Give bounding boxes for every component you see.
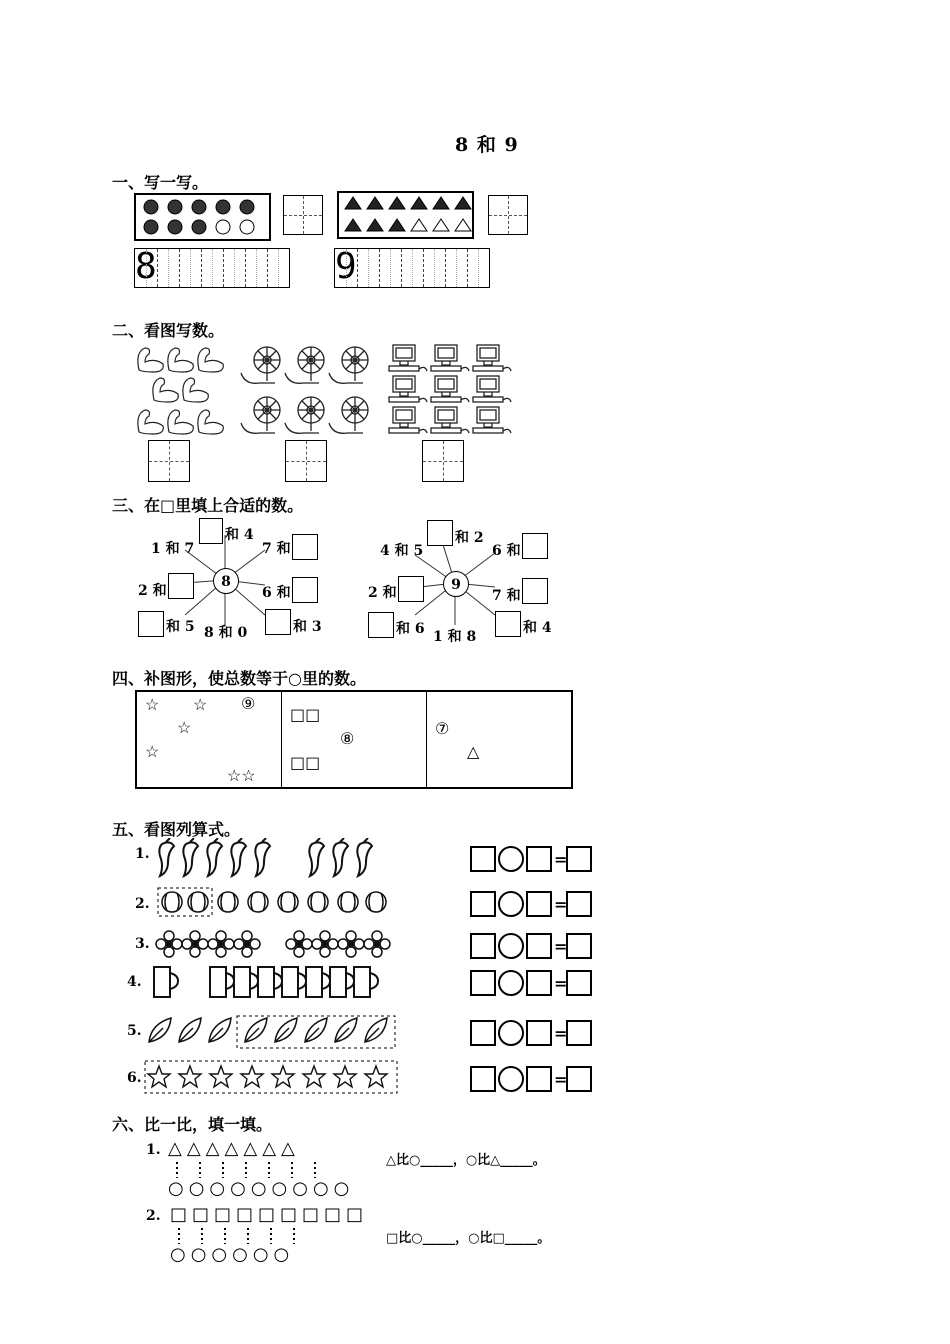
pair-and-4: 和 4 [225, 527, 254, 543]
pair-7-and: 7 和 [262, 541, 291, 557]
blank-box-9-c[interactable] [398, 576, 424, 602]
answer-box-fans[interactable] [285, 440, 327, 482]
equation-box[interactable] [470, 1020, 496, 1046]
pair-1-7: 1 和 7 [151, 541, 195, 557]
equation-box[interactable] [526, 1020, 552, 1046]
operator-circle[interactable] [498, 891, 524, 917]
equals-sign: = [554, 1023, 568, 1043]
peppers-figure [152, 838, 392, 878]
blank-box-9-b[interactable] [522, 533, 548, 559]
section-6-heading: 六、比一比，填一填。 [112, 1115, 273, 1134]
equals-sign: = [554, 849, 568, 869]
equation-row-3 [470, 933, 592, 959]
center-number-8: 8 [221, 574, 231, 590]
pair-1-8: 1 和 8 [433, 629, 477, 645]
leaves-figure [145, 1012, 400, 1052]
circle-row-2: ○○○○○○ [170, 1244, 295, 1265]
pair-7-and-9: 7 和 [492, 588, 521, 604]
equation-box[interactable] [470, 970, 496, 996]
result-box[interactable] [566, 1066, 592, 1092]
pair-and-4-9: 和 4 [523, 620, 552, 636]
page-title: 8 和 9 [455, 134, 519, 156]
pair-and-2: 和 2 [455, 530, 484, 546]
writing-grid-8[interactable] [134, 248, 290, 288]
answer-box-triangles[interactable] [488, 195, 528, 235]
pair-and-3: 和 3 [293, 619, 322, 635]
pair-2-and-9: 2 和 [368, 585, 397, 601]
square-pair: □□ [290, 753, 321, 772]
equals-sign: = [554, 936, 568, 956]
equation-box[interactable] [470, 933, 496, 959]
item-number: 4. [127, 974, 142, 990]
flowers-figure [155, 928, 395, 960]
match-dots-2 [172, 1226, 312, 1246]
blank-box-8-a[interactable] [199, 518, 223, 544]
blank-box-8-c[interactable] [168, 573, 194, 599]
result-box[interactable] [566, 846, 592, 872]
equation-box[interactable] [470, 891, 496, 917]
equation-row-5 [470, 1020, 592, 1046]
cups-figure [150, 963, 400, 1003]
center-circle-8 [213, 568, 239, 594]
result-box[interactable] [566, 970, 592, 996]
star-pair: ☆☆ [227, 766, 256, 785]
swans-figure [133, 342, 233, 442]
item-number: 5. [127, 1023, 142, 1039]
digit-8: 8 [135, 246, 157, 287]
balls-figure [155, 886, 395, 920]
operator-circle[interactable] [498, 1020, 524, 1046]
shapes-table [135, 690, 573, 789]
answer-box-computers[interactable] [422, 440, 464, 482]
equals-sign: = [554, 973, 568, 993]
dots-panel [134, 193, 271, 241]
center-circle-9 [443, 571, 469, 597]
equation-row-4 [470, 970, 592, 996]
operator-circle[interactable] [498, 970, 524, 996]
equation-row-2 [470, 891, 592, 917]
blank-box-9-e[interactable] [368, 612, 394, 638]
equation-box[interactable] [526, 970, 552, 996]
shapes-panel-8[interactable] [282, 692, 427, 787]
answer-box-dots[interactable] [283, 195, 323, 235]
triangles-panel [337, 191, 474, 239]
compare-text-1[interactable]: △比○_____，○比△_____。 [386, 1153, 546, 1168]
circle-row-1: ○○○○○○○○○ [168, 1178, 355, 1199]
result-box[interactable] [566, 891, 592, 917]
operator-circle[interactable] [498, 1066, 524, 1092]
fans-figure [235, 342, 380, 442]
triangle-shape: △ [467, 742, 480, 761]
blank-box-8-e[interactable] [138, 611, 164, 637]
equation-box[interactable] [526, 846, 552, 872]
pair-6-and: 6 和 [262, 585, 291, 601]
result-box[interactable] [566, 1020, 592, 1046]
target-circle-9: ⑨ [241, 694, 256, 713]
star-shape: ☆ [193, 695, 208, 714]
stars-figure [143, 1058, 401, 1096]
item-number: 2. [146, 1208, 161, 1224]
equation-box[interactable] [470, 846, 496, 872]
computers-figure [385, 342, 520, 442]
star-shape: ☆ [177, 718, 192, 737]
answer-box-swans[interactable] [148, 440, 190, 482]
pair-and-6: 和 6 [396, 621, 425, 637]
blank-box-8-b[interactable] [292, 534, 318, 560]
shapes-panel-9[interactable] [137, 692, 282, 787]
center-number-9: 9 [451, 577, 461, 593]
triangles-figure [339, 193, 472, 237]
equation-row-1 [470, 846, 592, 872]
dots-figure [136, 195, 269, 239]
writing-grid-9[interactable] [334, 248, 490, 288]
item-number: 3. [135, 936, 150, 952]
item-number: 1. [135, 846, 150, 862]
result-box[interactable] [566, 933, 592, 959]
pair-8-0: 8 和 0 [204, 625, 248, 641]
item-number: 2. [135, 896, 150, 912]
pair-4-5: 4 和 5 [380, 543, 424, 559]
equation-box[interactable] [526, 891, 552, 917]
triangle-row: △△△△△△△ [168, 1138, 300, 1159]
section-3-heading: 三、在□里填上合适的数。 [112, 496, 304, 515]
blank-box-8-f[interactable] [265, 609, 291, 635]
star-shape: ☆ [145, 742, 160, 761]
shapes-panel-7[interactable] [427, 692, 571, 787]
equation-row-6 [470, 1066, 592, 1092]
compare-text-2[interactable]: □比○_____，○比□_____。 [386, 1231, 551, 1246]
blank-box-9-d[interactable] [522, 578, 548, 604]
equation-box[interactable] [470, 1066, 496, 1092]
section-1-heading: 一、写一写。 [112, 173, 209, 192]
target-circle-7: ⑦ [435, 719, 450, 738]
section-5-heading: 五、看图列算式。 [112, 820, 241, 839]
operator-circle[interactable] [498, 933, 524, 959]
equals-sign: = [554, 894, 568, 914]
equation-box[interactable] [526, 933, 552, 959]
operator-circle[interactable] [498, 846, 524, 872]
item-number: 6. [127, 1070, 142, 1086]
square-pair: □□ [290, 705, 321, 724]
blank-box-9-a[interactable] [427, 520, 453, 546]
section-4-heading: 四、补图形，使总数等于○里的数。 [112, 669, 366, 688]
pair-and-5: 和 5 [166, 619, 195, 635]
pair-6-and-9: 6 和 [492, 543, 521, 559]
match-dots-1 [170, 1160, 330, 1180]
target-circle-8: ⑧ [340, 729, 355, 748]
blank-box-9-f[interactable] [495, 611, 521, 637]
section-2-heading: 二、看图写数。 [112, 321, 225, 340]
digit-9: 9 [335, 246, 357, 287]
star-shape: ☆ [145, 695, 160, 714]
pair-2-and: 2 和 [138, 583, 167, 599]
item-number: 1. [146, 1142, 161, 1158]
square-row: □□□□□□□□□ [170, 1204, 369, 1225]
equals-sign: = [554, 1069, 568, 1089]
blank-box-8-d[interactable] [292, 577, 318, 603]
equation-box[interactable] [526, 1066, 552, 1092]
